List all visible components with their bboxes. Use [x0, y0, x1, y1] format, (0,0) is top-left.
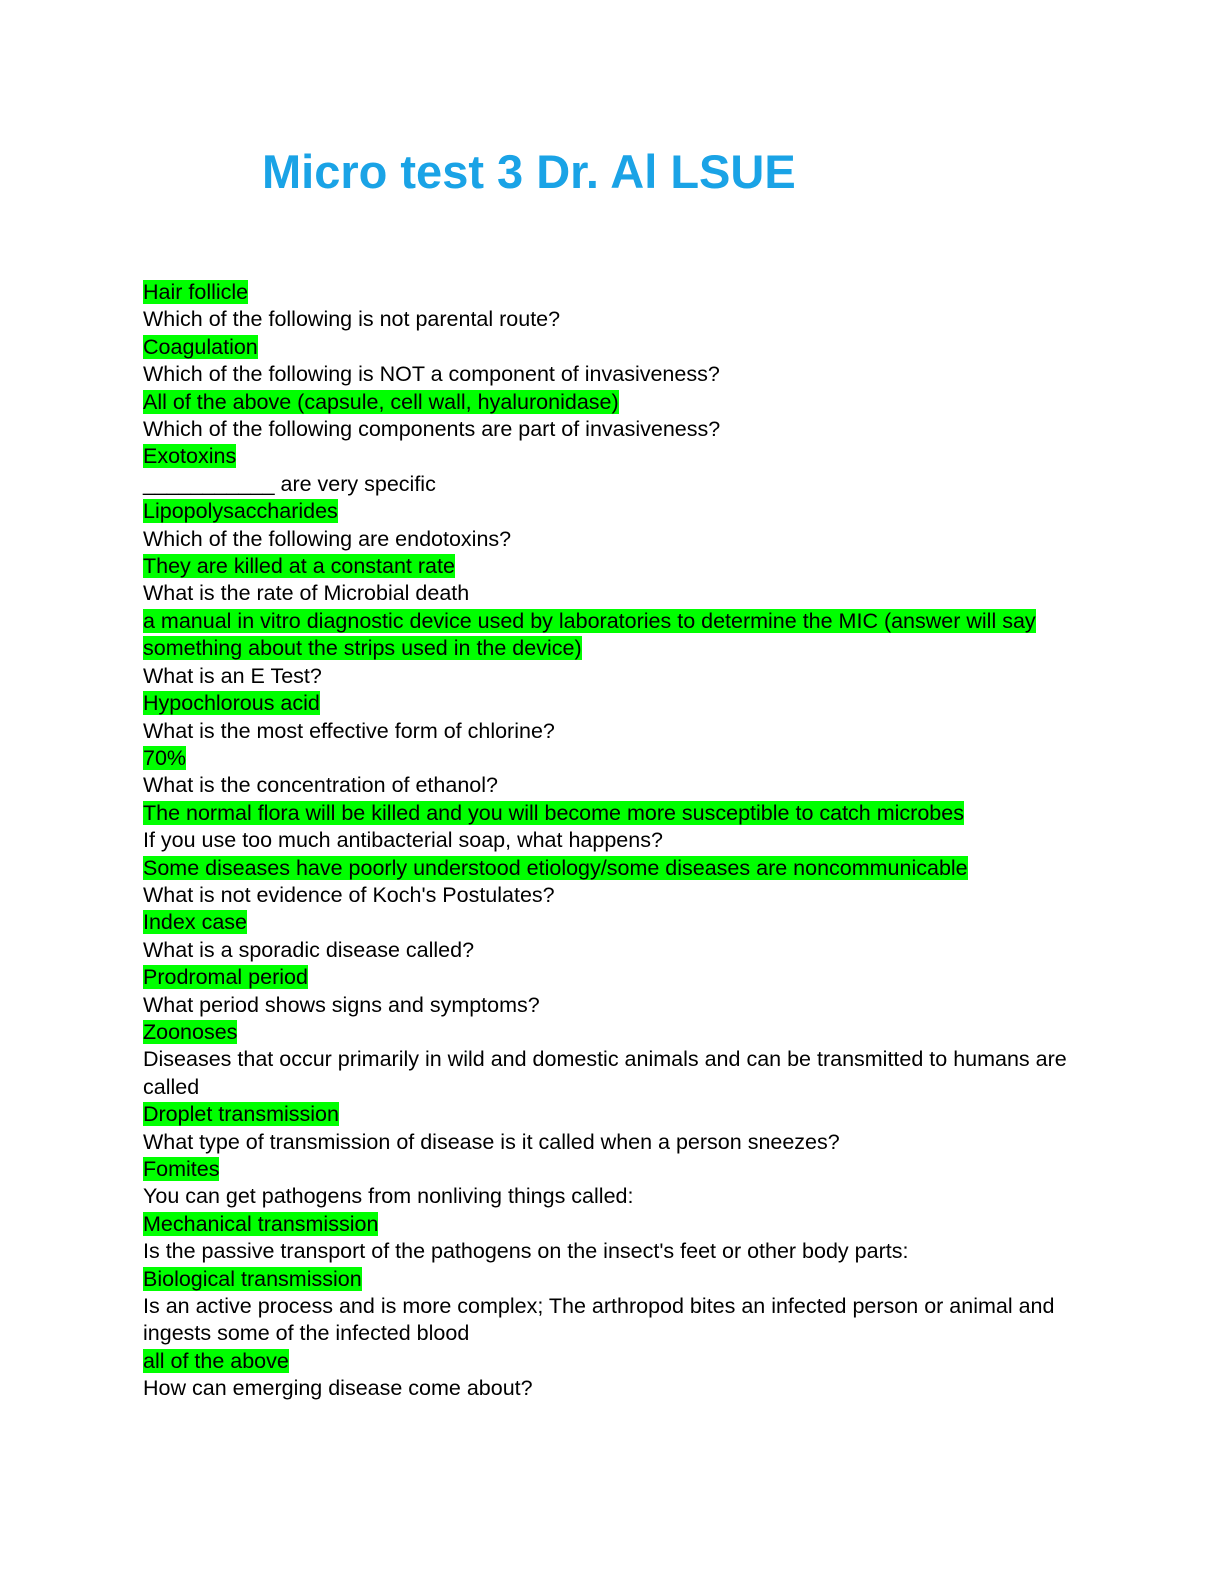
question-line: Diseases that occur primarily in wild and domestic animals and can be transmitted to humans are called: [143, 1047, 1067, 1099]
answer-line: [143, 1266, 1083, 1293]
answer-line: [143, 389, 1083, 416]
answer-line: [143, 1156, 1083, 1183]
answer-highlight: Droplet transmission: [143, 1102, 339, 1127]
question-line: Is an active process and is more complex; The arthropod bites an infected person or animal and ingests some of the infected blood: [143, 1294, 1055, 1346]
answer-line: [143, 800, 1083, 827]
answer-line: [143, 690, 1083, 717]
answer-line: [143, 1211, 1083, 1238]
question-line: Which of the following are endotoxins?: [143, 526, 512, 551]
answer-highlight: Coagulation: [143, 334, 258, 359]
question-line: What is the most effective form of chlorine?: [143, 718, 555, 743]
question-line: Is the passive transport of the pathogens on the insect's feet or other body parts:: [143, 1239, 909, 1264]
answer-line: [143, 1019, 1083, 1046]
answer-highlight: They are killed at a constant rate: [143, 554, 455, 579]
question-line: What type of transmission of disease is it called when a person sneezes?: [143, 1129, 840, 1154]
answer-highlight: 70%: [143, 745, 187, 770]
answer-highlight: Hypochlorous acid: [143, 691, 320, 716]
answer-line: [143, 553, 1083, 580]
document-title: Micro test 3 Dr. Al LSUE: [262, 145, 796, 198]
question-line: What is an E Test?: [143, 663, 322, 688]
answer-highlight: Zoonoses: [143, 1019, 238, 1044]
answer-line: [143, 334, 1083, 361]
answer-highlight: Mechanical transmission: [143, 1211, 379, 1236]
question-line: ___________ are very specific: [143, 471, 436, 496]
question-line: Which of the following is not parental route?: [143, 307, 561, 332]
answer-highlight: Hair follicle: [143, 280, 249, 304]
answer-highlight: Prodromal period: [143, 965, 308, 990]
answer-line: [143, 443, 1083, 470]
answer-highlight: Fomites: [143, 1157, 220, 1181]
answer-highlight: The normal flora will be killed and you will become more susceptible to catch microbes: [143, 800, 964, 825]
answer-highlight: Index case: [143, 910, 247, 935]
question-line: What is the rate of Microbial death: [143, 581, 470, 606]
answer-highlight: Lipopolysaccharides: [143, 499, 338, 524]
answer-highlight: Exotoxins: [143, 444, 237, 469]
answer-highlight: a manual in vitro diagnostic device used by laboratories to determine the MIC (answer will say something about the strips used in the device): [143, 608, 1036, 661]
answer-highlight: all of the above: [143, 1348, 289, 1373]
question-line: What is the concentration of ethanol?: [143, 773, 498, 798]
answer-line: [143, 279, 1083, 306]
answer-line: [143, 1348, 1083, 1375]
answer-highlight: All of the above (capsule, cell wall, hyaluronidase): [143, 389, 619, 414]
question-line: Which of the following components are part of invasiveness?: [143, 417, 721, 442]
answer-highlight: Biological transmission: [143, 1266, 362, 1291]
answer-line: [143, 745, 1083, 772]
question-line: How can emerging disease come about?: [143, 1376, 533, 1401]
answer-line: [143, 498, 1083, 525]
question-line: What is a sporadic disease called?: [143, 937, 475, 962]
question-line: If you use too much antibacterial soap, what happens?: [143, 828, 663, 853]
question-line: Which of the following is NOT a component of invasiveness?: [143, 362, 720, 387]
qa-list: [143, 279, 1083, 1403]
answer-highlight: Some diseases have poorly understood etiology/some diseases are noncommunicable: [143, 855, 968, 880]
question-line: What period shows signs and symptoms?: [143, 992, 540, 1017]
answer-line: [143, 855, 1083, 882]
answer-line: [143, 964, 1083, 991]
question-line: What is not evidence of Koch's Postulates?: [143, 882, 555, 907]
question-line: You can get pathogens from nonliving things called:: [143, 1184, 634, 1209]
answer-line: [143, 1101, 1083, 1128]
answer-line: [143, 608, 1083, 663]
answer-line: [143, 909, 1083, 936]
